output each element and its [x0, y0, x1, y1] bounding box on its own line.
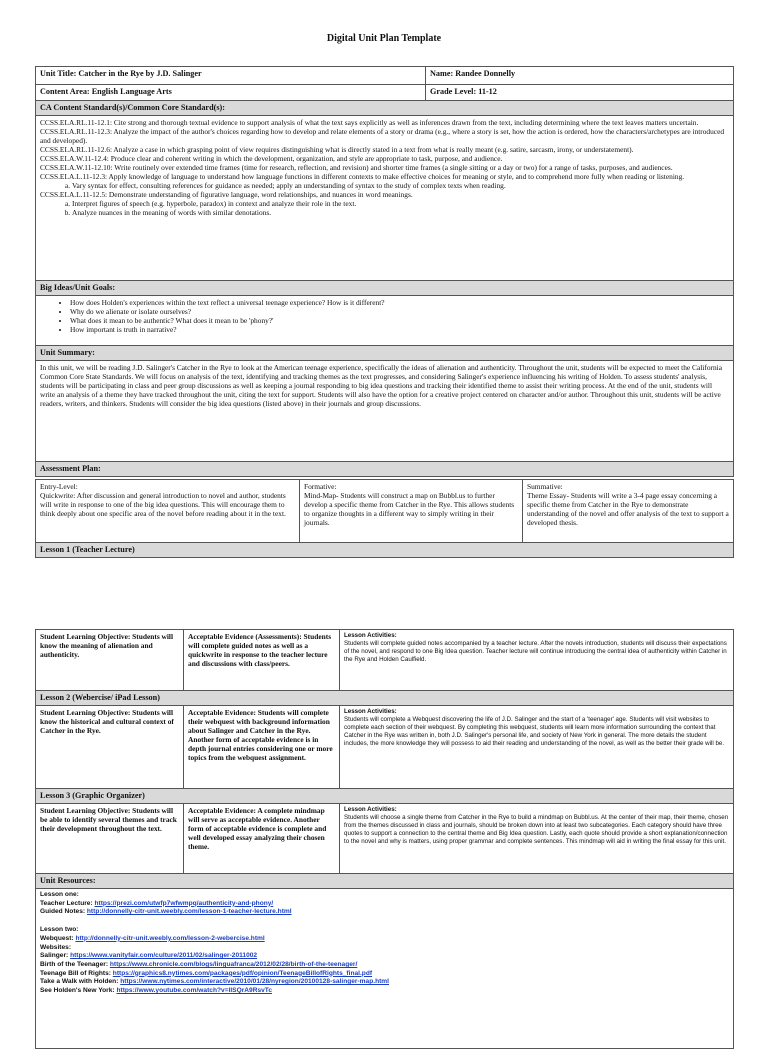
lesson3-activities-text: Students will choose a single theme from Catcher in the Rye to build a mindmap on Bubbl.us. At the center of their map, their theme, chosen from the themes discussed in class and journals, should be broken down into at least two subcategories. Each category should have three quotes to support a connection to the central theme and Big Idea question. Lastly, each quote should provide a short explanation/connection to the novel and why is matters, using proper grammar and complete sentences. This mindmap will aid in writing the final essay for this unit.	[344, 813, 729, 845]
resources-content	[36, 889, 734, 1049]
standard-subitem: b. Analyze nuances in the meaning of words with similar denotations.	[72, 208, 729, 217]
walk-link[interactable]: https://www.nytimes.com/interactive/2010/01/28/nyregion/20100128-salinger-map.html	[120, 978, 389, 986]
standards-header: CA Content Standard(s)/Common Core Standard(s):	[36, 101, 734, 116]
birth-link[interactable]: https://www.chronicle.com/blogs/linguafranca/2012/02/28/birth-of-the-teenager/	[109, 960, 358, 968]
lesson1-activities-text: Students will complete guided notes accompanied by a teacher lecture. After the novels introduction, students will discuss their expectations of the novel, and respond to one Big Idea question. Teacher lecture will continue introducing the central idea of authenticity within Catcher in the Rye and Holden Caulfield.	[344, 639, 727, 663]
resources-lesson-two: Lesson two:	[40, 926, 79, 934]
big-idea-item: • How does Holden's experiences within the text reflect a universal teenage experience? How is it different?	[70, 298, 729, 307]
lesson3-objective: Student Learning Objective: Students will be able to identify several themes and track their development throughout the text.	[36, 804, 184, 874]
websites-label: Websites:	[40, 943, 72, 951]
lesson1-evidence: Acceptable Evidence (Assessments): Students will complete guided notes as well as a quickwrite in response to the teacher lecture and discussions with class/peers.	[184, 630, 340, 691]
formative-label: Formative:	[304, 482, 337, 491]
lesson2-header: Lesson 2 (Webercise/ iPad Lesson)	[36, 691, 734, 706]
lesson3-evidence: Acceptable Evidence: A complete mindmap will serve as acceptable evidence. Another form of acceptable evidence is complete and well developed essay analyzing their chosen theme.	[184, 804, 340, 874]
ny-link[interactable]: https://www.youtube.com/watch?v=lISQrA9RsvTc	[116, 987, 272, 995]
guided-notes-label: Guided Notes:	[40, 908, 86, 916]
lesson2-activities	[340, 706, 734, 789]
lesson2-evidence: Acceptable Evidence: Students will complete their webquest with background information about Salinger and Catcher in the Rye. Another form of acceptable evidence is in depth journal entries considering one or more topics from the webquest assignment.	[184, 706, 340, 789]
standards-content	[36, 116, 734, 281]
unit-title-cell: Unit Title: Catcher in the Rye by J.D. Salinger	[36, 67, 426, 85]
lesson3-header: Lesson 3 (Graphic Organizer)	[36, 789, 734, 804]
entry-level-cell	[36, 480, 300, 543]
standard-item: CCSS.ELA.RL.11-12.3: Analyze the impact of the author's choices regarding how to develop and relate elements of a story or drama (e.g., where a story is set, how the action is ordered, how the characters/archetypes are introduced and developed).	[40, 127, 725, 146]
resources-header: Unit Resources:	[36, 874, 734, 889]
walk-label: Take a Walk with Holden:	[40, 978, 119, 986]
lesson1-header: Lesson 1 (Teacher Lecture)	[36, 543, 734, 558]
guided-notes-link[interactable]: http://donnelly-citr-unit.weebly.com/lesson-1-teacher-lecture.html	[86, 908, 292, 916]
salinger-label: Salinger:	[40, 952, 69, 960]
birth-label: Birth of the Teenager:	[40, 960, 109, 968]
standard-item: CCSS.ELA.RL.11-12.1: Cite strong and thorough textual evidence to support analysis of what the text says explicitly as well as inferences drawn from the text, including determining where the text leaves matters uncertain.	[40, 118, 699, 127]
bill-link[interactable]: https://graphics8.nytimes.com/packages/pdf/opinion/TeenageBillofRights_final.pdf	[112, 969, 373, 977]
lesson1-activities	[340, 630, 734, 691]
lesson1-activities-label: Lesson Activities:	[344, 632, 397, 639]
assessment-table	[35, 479, 734, 558]
lessons-table	[35, 629, 734, 1049]
standard-subitem: a. Interpret figures of speech (e.g. hyperbole, paradox) in context and analyze their role in the text.	[72, 199, 729, 208]
grade-level: Grade Level: 11-12	[426, 85, 734, 101]
page-title: Digital Unit Plan Template	[326, 33, 442, 44]
entry-level-label: Entry-Level:	[40, 482, 78, 491]
lesson1-objective: Student Learning Objective: Students will know the meaning of alienation and authenticity.	[36, 630, 184, 691]
webquest-label: Webquest:	[40, 934, 74, 942]
big-ideas-header: Big Ideas/Unit Goals:	[36, 281, 734, 296]
standard-subitem: a. Vary syntax for effect, consulting references for guidance as needed; apply an understanding of syntax to the study of complex texts when reading.	[72, 181, 729, 190]
lesson3-activities	[340, 804, 734, 874]
bill-label: Teenage Bill of Rights:	[40, 969, 111, 977]
standard-item: CCSS.ELA.RL.11-12.6: Analyze a case in which grasping point of view requires distinguishing what is directly stated in a text from what is really meant (e.g. satire, sarcasm, irony, or understatement).	[40, 145, 634, 155]
salinger-link[interactable]: https://www.vanityfair.com/culture/2011/02/salinger-2011002	[70, 952, 258, 960]
summary-header: Unit Summary:	[36, 346, 734, 361]
assessment-header: Assessment Plan:	[36, 462, 734, 477]
standard-item: CCSS.ELA.L.11-12.3: Apply knowledge of language to understand how language functions in different contexts to make effective choices for meaning or style, and to comprehend more fully when reading or listening.	[40, 172, 685, 182]
lesson2-objective: Student Learning Objective: Students will know the historical and cultural context of Catcher in the Rye.	[36, 706, 184, 789]
lesson3-activities-label: Lesson Activities:	[344, 806, 397, 813]
lesson2-activities-text: Students will complete a Webquest discovering the life of J.D. Salinger and the start of a 'teenager' age. Students will visit websites to complete each section of their webquest. By completing this webquest, students will learn more information surrounding the context that Catcher in the Rye was written in, both J.D. Salinger's personal life, and society of New York in general. The more details the student includes, the more knowledge they will possess to aid their reading and understanding of the novel, as well as the better their grade will be.	[344, 715, 725, 747]
unit-plan-main	[35, 66, 734, 477]
summative-text: Theme Essay- Students will write a 3-4 page essay concerning a specific theme from Catcher in the Rye to demonstrate understanding of the novel and offer analysis of the text to support a developed thesis.	[527, 491, 729, 528]
formative-text: Mind-Map- Students will construct a map on Bubbl.us to further develop a specific theme from Catcher in the Rye. This allows students to organize thoughts in a different way to simply writing in their journals.	[304, 491, 515, 528]
big-idea-item: • Why do we alienate or isolate ourselves?	[70, 307, 729, 316]
summative-cell	[523, 480, 734, 543]
lesson2-activities-label: Lesson Activities:	[344, 708, 397, 715]
standard-item: CCSS.ELA.W.11-12.4: Produce clear and coherent writing in which the development, organization, and style are appropriate to task, purpose, and audience.	[40, 154, 503, 164]
teacher-lecture-link[interactable]: https://prezi.com/utwfp7wfwmpq/authenticity-and-phony/	[94, 899, 274, 907]
teacher-name: Name: Randee Donnelly	[426, 67, 734, 85]
content-area: Content Area: English Language Arts	[36, 85, 426, 101]
formative-cell	[300, 480, 523, 543]
standard-item: CCSS.ELA.L.11-12.5: Demonstrate understanding of figurative language, word relationships, and nuances in word meanings.	[40, 190, 413, 200]
teacher-lecture-label: Teacher Lecture:	[40, 899, 93, 907]
summary-content: In this unit, we will be reading J.D. Salinger's Catcher in the Rye to look at the American teenage experience, specifically the ideas of alienation and authenticity. Throughout the unit, students will be expected to meet the California Common Core State Standards. We will focus on analysis of the text, identifying and tracking themes as the text progresses, and considering Salinger's experience influencing his writing of Holden. To assess students' analysis, students will be participating in class and peer group discussions as well as keeping a journal responding to big idea questions and tracking their identified theme to assist their writing process. At the end of the unit, students will write an analysis of a theme they have tracked throughout the unit, citing the text for support. Students will also have the option for a creative project centered on character and/or author. Throughout this unit, students will be active readers, writers, and thinkers. Students will consider the big idea questions (listed above) in their journals and group discussions.	[36, 361, 734, 462]
webquest-link[interactable]: http://donnelly-citr-unit.weebly.com/lesson-2-webercise.html	[75, 934, 265, 942]
big-idea-item: • What does it mean to be authentic? What does it mean to be 'phony?'	[70, 316, 729, 325]
standard-item: CCSS.ELA.W.11-12.10: Write routinely over extended time frames (time for research, reflection, and revision) and shorter time frames (a single sitting or a day or two) for a range of tasks, purposes, and audiences.	[40, 163, 673, 173]
ny-label: See Holden's New York:	[40, 987, 115, 995]
big-ideas-content	[36, 296, 734, 346]
entry-level-text: Quickwrite: After discussion and general introduction to novel and author, students will write in response to one of the big idea questions. This will encourage them to think deeply about one specific area of the novel before reading about it in the text.	[40, 491, 286, 519]
summative-label: Summative:	[527, 482, 563, 491]
resources-lesson-one: Lesson one:	[40, 891, 79, 898]
big-idea-item: • How important is truth in narrative?	[70, 325, 729, 334]
